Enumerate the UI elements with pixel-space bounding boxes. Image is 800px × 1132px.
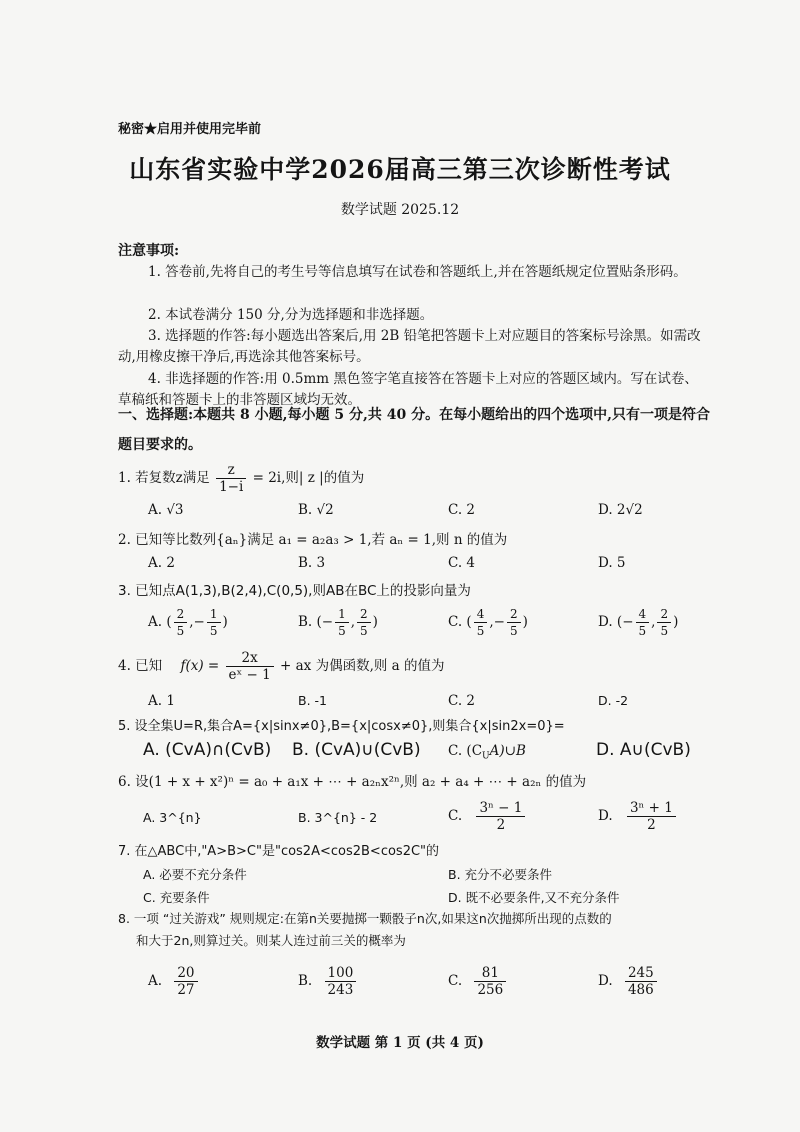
q7-option-a: A. 必要不充分条件 [143, 867, 247, 882]
question-8-line-2: 和大于2n,则算过关。则某人连过前三关的概率为 [136, 933, 406, 948]
q1-suffix: ,则| z |的值为 [281, 470, 365, 486]
question-5: 5. 设全集U=R,集合A={x|sinx≠0},B={x|cosx≠0},则集合{x|sin2x=0}= [118, 719, 565, 734]
q4-prefix: 4. 已知 [118, 658, 163, 674]
page-footer: 数学试题 第 1 页 (共 4 页) [316, 1035, 484, 1051]
question-7: 7. 在△ABC中,"A>B>C"是"cos2A<cos2B<cos2C"的 [118, 844, 440, 859]
q5-option-c: C. $(C_UA)\cup B$ [448, 743, 526, 762]
section-heading: 一、选择题:本题共 8 小题,每小题 5 分,共 40 分。在每小题给出的四个选项中,只有一项是符合题目要求的。 [118, 407, 710, 453]
q3-option-b: B. (− $\frac{1}{5}$ , $\frac{2}{5}$ ) [298, 607, 378, 638]
q8-option-a: A. $\frac{20}{27}$ [148, 965, 200, 998]
q7-option-c: C. 充要条件 [143, 890, 210, 905]
q3-option-c: C. ( $\frac{4}{5}$ ,− $\frac{2}{5}$ ) [448, 607, 528, 638]
notice-item-4: 4. 非选择题的作答:用 0.5mm 黑色签字笔直接答在答题卡上对应的答题区域内。写在试卷、草稿纸和答题卡上的非答题区域均无效。 [118, 371, 698, 408]
q4-fraction: $\frac{2x}{\text{eˣ − 1}}$ [226, 650, 274, 683]
q4-option-c: C. 2 [448, 693, 476, 709]
q8-option-b: B. $\frac{100}{243}$ [298, 965, 358, 998]
q4-option-b: B. -1 [298, 693, 327, 708]
question-3: 3. 已知点A(1,3),B(2,4),C(0,5),则AB在BC上的投影向量为 [118, 583, 471, 599]
q3-option-d: D. (− $\frac{4}{5}$ , $\frac{2}{5}$ ) [598, 607, 679, 638]
q6-option-b: B. 3^{n} - 2 [298, 810, 378, 825]
q4-suffix: + ax 为偶函数,则 a 的值为 [280, 658, 445, 674]
q5-option-b: B. (CvA)∪(CvB) [292, 740, 421, 760]
question-1 [118, 462, 364, 495]
q1-option-c: C. 2 [448, 502, 476, 518]
q6-option-a: A. 3^{n} [143, 810, 202, 825]
question-6: 6. 设(1 + x + x²)ⁿ = a₀ + a₁x + ⋯ + a₂ₙx²ⁿ,则 a₂ + a₄ + ⋯ + a₂ₙ 的值为 [118, 774, 587, 790]
q6-option-c: C. $\frac{\text{3ⁿ − 1}}{2}$ [448, 800, 527, 833]
notice-item-2: 2. 本试卷满分 150 分,分为选择题和非选择题。 [148, 307, 434, 323]
q2-option-d: D. 5 [598, 555, 626, 571]
question-2: 2. 已知等比数列{aₙ}满足 a₁ = a₂a₃ > 1,若 aₙ = 1,则 n 的值为 [118, 532, 508, 548]
q8-option-c: C. $\frac{81}{256}$ [448, 965, 508, 998]
notice-item-1: 1. 答卷前,先将自己的考生号等信息填写在试卷和答题纸上,并在答题纸规定位置贴条形码。 [148, 264, 687, 280]
notice-heading: 注意事项: [118, 243, 180, 259]
q1-option-d: D. 2√2 [598, 502, 643, 518]
q8-option-d: D. $\frac{245}{486}$ [598, 965, 659, 998]
q2-option-a: A. 2 [148, 555, 175, 571]
q1-denominator: 1−i [219, 479, 244, 495]
q1-numerator: z [216, 462, 246, 479]
exam-subtitle: 数学试题 2025.12 [340, 202, 460, 218]
q6-option-d: D. $\frac{\text{3ⁿ + 1}}{2}$ [598, 800, 678, 833]
q3-option-a: A. ( $\frac{2}{5}$ ,− $\frac{1}{5}$ ) [148, 607, 228, 638]
q1-option-a: A. √3 [148, 502, 184, 518]
notice-item-3: 3. 选择题的作答:每小题选出答案后,用 2B 铅笔把答题卡上对应题目的答案标号涂黑。如需改动,用橡皮擦干净后,再选涂其他答案标号。 [118, 328, 701, 365]
q1-fraction [216, 462, 246, 495]
q1-equals: = 2i [252, 470, 282, 486]
exam-title: 山东省实验中学2026届高三第三次诊断性考试 [129, 155, 671, 184]
q7-option-d: D. 既不必要条件,又不充分条件 [448, 890, 620, 905]
q4-option-d: D. -2 [598, 693, 629, 708]
q7-option-b: B. 充分不必要条件 [448, 867, 553, 882]
q5-option-d: D. A∪(CvB) [596, 740, 691, 760]
confidential-label: 秘密★启用并使用完毕前 [118, 122, 262, 137]
q4-option-a: A. 1 [148, 693, 175, 709]
q1-prefix: 1. 若复数z满足 [118, 470, 210, 486]
q4-function: f(x) = [180, 658, 220, 674]
q5-option-a: A. (CvA)∩(CvB) [143, 740, 272, 760]
q2-option-c: C. 4 [448, 555, 476, 571]
question-8-line-1: 8. 一项 “过关游戏” 规则规定:在第n关要抛掷一颗骰子n次,如果这n次抛掷所出现的点数的 [118, 911, 612, 926]
q2-option-b: B. 3 [298, 555, 326, 571]
question-4 [118, 650, 445, 683]
q1-option-b: B. √2 [298, 502, 334, 518]
